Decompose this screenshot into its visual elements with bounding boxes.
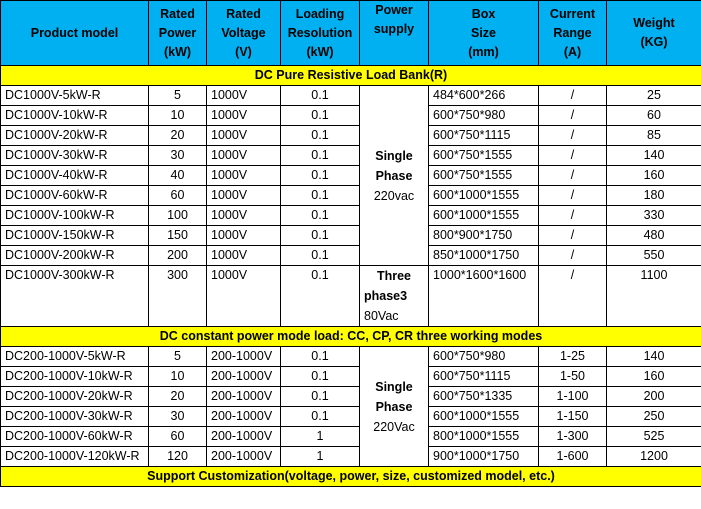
loading-resolution-cell: 0.1 [281, 246, 360, 266]
table-row [1, 166, 701, 186]
section-title: DC Pure Resistive Load Bank(R) [1, 66, 701, 86]
header-rated-voltage: Rated Voltage (V) [207, 1, 281, 66]
rated-voltage-cell: 200-1000V [207, 347, 281, 367]
current-range-cell: / [539, 266, 607, 327]
weight-cell: 160 [607, 367, 701, 387]
current-range-cell: 1-150 [539, 407, 607, 427]
customization-footer-row [1, 467, 701, 487]
product-model-cell: DC1000V-100kW-R [1, 206, 149, 226]
box-size-cell: 600*1000*1555 [429, 206, 539, 226]
product-model-cell: DC1000V-5kW-R [1, 86, 149, 106]
box-size-cell: 800*1000*1555 [429, 427, 539, 447]
rated-voltage-cell: 1000V [207, 266, 281, 327]
power-supply-text: phase3 [364, 289, 408, 303]
header-row [1, 1, 701, 66]
loading-resolution-cell: 0.1 [281, 206, 360, 226]
rated-power-cell: 20 [149, 126, 207, 146]
current-range-cell: 1-100 [539, 387, 607, 407]
current-range-cell: / [539, 246, 607, 266]
rated-power-cell: 60 [149, 427, 207, 447]
rated-power-cell: 30 [149, 407, 207, 427]
box-size-cell: 1000*1600*1600 [429, 266, 539, 327]
box-size-cell: 484*600*266 [429, 86, 539, 106]
box-size-cell: 600*750*1115 [429, 367, 539, 387]
rated-power-cell: 20 [149, 387, 207, 407]
rated-power-cell: 300 [149, 266, 207, 327]
product-model-cell: DC200-1000V-5kW-R [1, 347, 149, 367]
box-size-cell: 600*750*1555 [429, 146, 539, 166]
box-size-cell: 600*750*1115 [429, 126, 539, 146]
product-model-cell: DC200-1000V-30kW-R [1, 407, 149, 427]
table-row [1, 427, 701, 447]
product-model-cell: DC200-1000V-10kW-R [1, 367, 149, 387]
rated-power-cell: 60 [149, 186, 207, 206]
product-model-cell: DC1000V-20kW-R [1, 126, 149, 146]
rated-power-cell: 10 [149, 367, 207, 387]
box-size-cell: 600*750*980 [429, 347, 539, 367]
product-model-cell: DC1000V-150kW-R [1, 226, 149, 246]
box-size-cell: 850*1000*1750 [429, 246, 539, 266]
box-size-cell: 600*750*1555 [429, 166, 539, 186]
power-supply-text: Single [375, 379, 413, 394]
rated-power-cell: 150 [149, 226, 207, 246]
header-box-size: Box Size (mm) [429, 1, 539, 66]
power-supply-text: Three [376, 269, 412, 283]
product-model-cell: DC200-1000V-20kW-R [1, 387, 149, 407]
section-title-row [1, 327, 701, 347]
rated-voltage-cell: 1000V [207, 126, 281, 146]
current-range-cell: / [539, 186, 607, 206]
customization-note: Support Customization(voltage, power, size, customized model, etc.) [1, 467, 701, 487]
current-range-cell: / [539, 226, 607, 246]
table-row [1, 146, 701, 166]
rated-voltage-cell: 200-1000V [207, 447, 281, 467]
power-supply-text: 220Vac [373, 419, 415, 434]
table-row [1, 226, 701, 246]
loading-resolution-cell: 0.1 [281, 146, 360, 166]
weight-cell: 550 [607, 246, 701, 266]
rated-voltage-cell: 200-1000V [207, 427, 281, 447]
product-model-cell: DC1000V-200kW-R [1, 246, 149, 266]
rated-voltage-cell: 1000V [207, 86, 281, 106]
table-row [1, 407, 701, 427]
header-power-supply: Power supply [360, 1, 429, 66]
weight-cell: 330 [607, 206, 701, 226]
table-row [1, 86, 701, 106]
box-size-cell: 600*1000*1555 [429, 407, 539, 427]
box-size-cell: 600*1000*1555 [429, 186, 539, 206]
loading-resolution-cell: 0.1 [281, 266, 360, 327]
current-range-cell: / [539, 126, 607, 146]
weight-cell: 25 [607, 86, 701, 106]
power-supply-text: Phase [375, 399, 413, 414]
weight-cell: 1200 [607, 447, 701, 467]
table-row [1, 266, 701, 327]
loading-resolution-cell: 0.1 [281, 106, 360, 126]
power-supply-text: Single [375, 148, 413, 163]
rated-voltage-cell: 200-1000V [207, 387, 281, 407]
rated-voltage-cell: 200-1000V [207, 367, 281, 387]
power-supply-text: 80Vac [364, 309, 399, 323]
weight-cell: 525 [607, 427, 701, 447]
rated-power-cell: 100 [149, 206, 207, 226]
table-row [1, 106, 701, 126]
power-supply-cell [360, 86, 429, 266]
header-current-range: Current Range (A) [539, 1, 607, 66]
weight-cell: 140 [607, 146, 701, 166]
box-size-cell: 900*1000*1750 [429, 447, 539, 467]
current-range-cell: / [539, 146, 607, 166]
current-range-cell: / [539, 106, 607, 126]
current-range-cell: / [539, 206, 607, 226]
table-row [1, 447, 701, 467]
rated-voltage-cell: 1000V [207, 106, 281, 126]
loading-resolution-cell: 0.1 [281, 186, 360, 206]
table-row [1, 387, 701, 407]
weight-cell: 1100 [607, 266, 701, 327]
product-model-cell: DC1000V-60kW-R [1, 186, 149, 206]
loading-resolution-cell: 0.1 [281, 367, 360, 387]
weight-cell: 85 [607, 126, 701, 146]
current-range-cell: 1-600 [539, 447, 607, 467]
header-weight: Weight (KG) [607, 1, 701, 66]
table-row [1, 367, 701, 387]
product-model-cell: DC1000V-40kW-R [1, 166, 149, 186]
header-product-model: Product model [1, 1, 149, 66]
box-size-cell: 800*900*1750 [429, 226, 539, 246]
loading-resolution-cell: 0.1 [281, 226, 360, 246]
rated-power-cell: 5 [149, 86, 207, 106]
product-model-cell: DC1000V-30kW-R [1, 146, 149, 166]
product-model-cell: DC200-1000V-60kW-R [1, 427, 149, 447]
power-supply-cell [360, 266, 429, 327]
table-row [1, 206, 701, 226]
product-model-cell: DC200-1000V-120kW-R [1, 447, 149, 467]
current-range-cell: 1-50 [539, 367, 607, 387]
current-range-cell: / [539, 166, 607, 186]
box-size-cell: 600*750*980 [429, 106, 539, 126]
box-size-cell: 600*750*1335 [429, 387, 539, 407]
weight-cell: 180 [607, 186, 701, 206]
weight-cell: 60 [607, 106, 701, 126]
table-row [1, 347, 701, 367]
table-row [1, 126, 701, 146]
loading-resolution-cell: 1 [281, 427, 360, 447]
loading-resolution-cell: 0.1 [281, 126, 360, 146]
weight-cell: 250 [607, 407, 701, 427]
loading-resolution-cell: 0.1 [281, 407, 360, 427]
rated-voltage-cell: 1000V [207, 146, 281, 166]
rated-power-cell: 30 [149, 146, 207, 166]
rated-voltage-cell: 200-1000V [207, 407, 281, 427]
weight-cell: 140 [607, 347, 701, 367]
rated-power-cell: 120 [149, 447, 207, 467]
loading-resolution-cell: 1 [281, 447, 360, 467]
loading-resolution-cell: 0.1 [281, 347, 360, 367]
weight-cell: 160 [607, 166, 701, 186]
weight-cell: 200 [607, 387, 701, 407]
loading-resolution-cell: 0.1 [281, 387, 360, 407]
table-row [1, 186, 701, 206]
section-title-row [1, 66, 701, 86]
rated-power-cell: 200 [149, 246, 207, 266]
current-range-cell: 1-300 [539, 427, 607, 447]
product-model-cell: DC1000V-10kW-R [1, 106, 149, 126]
section-title: DC constant power mode load: CC, CP, CR three working modes [1, 327, 701, 347]
rated-voltage-cell: 1000V [207, 246, 281, 266]
product-model-cell: DC1000V-300kW-R [1, 266, 149, 327]
rated-voltage-cell: 1000V [207, 206, 281, 226]
rated-voltage-cell: 1000V [207, 186, 281, 206]
rated-power-cell: 5 [149, 347, 207, 367]
weight-cell: 480 [607, 226, 701, 246]
current-range-cell: 1-25 [539, 347, 607, 367]
current-range-cell: / [539, 86, 607, 106]
loading-resolution-cell: 0.1 [281, 86, 360, 106]
rated-voltage-cell: 1000V [207, 166, 281, 186]
power-supply-text: Phase [375, 168, 413, 183]
rated-voltage-cell: 1000V [207, 226, 281, 246]
header-loading-resolution: Loading Resolution (kW) [281, 1, 360, 66]
table-row [1, 246, 701, 266]
rated-power-cell: 10 [149, 106, 207, 126]
loading-resolution-cell: 0.1 [281, 166, 360, 186]
power-supply-cell [360, 347, 429, 467]
header-rated-power: Rated Power (kW) [149, 1, 207, 66]
rated-power-cell: 40 [149, 166, 207, 186]
power-supply-text: 220vac [373, 188, 415, 203]
